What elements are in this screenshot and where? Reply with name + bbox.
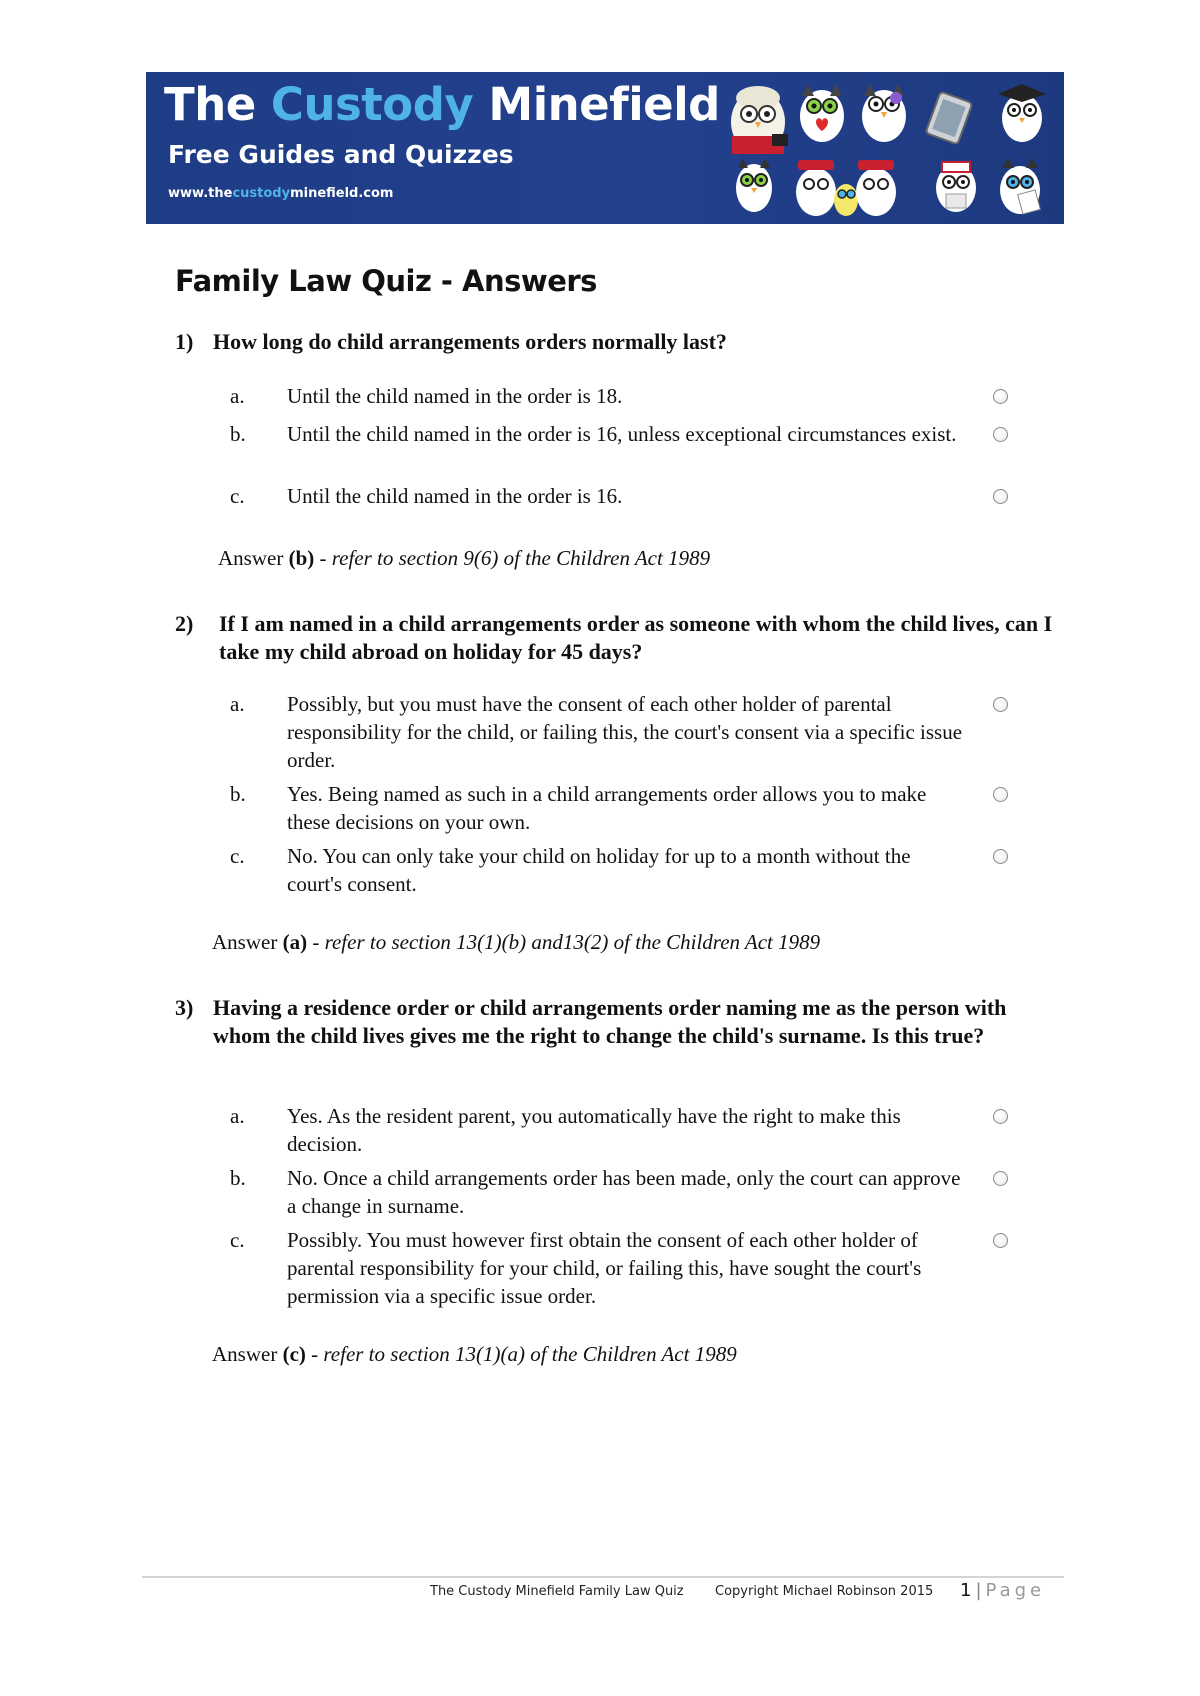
page-label: Page <box>985 1580 1046 1601</box>
footer-copyright: Copyright Michael Robinson 2015 <box>715 1584 934 1599</box>
answer-letter: (c) <box>282 1342 306 1366</box>
answer-label: Answer <box>212 1342 283 1366</box>
option-letter: b. <box>230 1166 246 1190</box>
option-text: No. You can only take your child on holiday for up to a month without the court's consent. <box>287 844 911 896</box>
owl-glasses-icon <box>862 84 906 142</box>
answer-label: Answer <box>218 546 289 570</box>
q1-option-b-radio[interactable] <box>993 427 1008 442</box>
option-text: Until the child named in the order is 16. <box>287 484 623 508</box>
option-text: No. Once a child arrangements order has been made, only the court can approve a change in surname. <box>287 1166 961 1218</box>
owl-note-icon <box>1000 158 1040 214</box>
owl-graduate-icon <box>998 84 1046 142</box>
footer-page-number <box>960 1580 1045 1601</box>
answer-label: Answer <box>212 930 283 954</box>
q2-option-a-radio[interactable] <box>993 697 1008 712</box>
banner-title <box>164 78 720 131</box>
question-number: 1) <box>175 329 194 354</box>
banner-title-part1: The <box>164 78 271 131</box>
q2-option-b-radio[interactable] <box>993 787 1008 802</box>
answer-reference: refer to section 13(1)(b) and13(2) of the Children Act 1989 <box>324 930 821 954</box>
option-letter: a. <box>230 1104 245 1128</box>
option-text: Until the child named in the order is 16, unless exceptional circumstances exist. <box>287 422 957 446</box>
question-text: How long do child arrangements orders normally last? <box>213 329 727 354</box>
q3-option-b-radio[interactable] <box>993 1171 1008 1186</box>
banner-url <box>168 186 393 201</box>
question-3-answer <box>212 1340 737 1368</box>
answer-letter: (b) <box>288 546 315 570</box>
answer-dash: - <box>307 930 325 954</box>
footer-divider <box>142 1576 1064 1578</box>
answer-dash: - <box>314 546 332 570</box>
question-text: Having a residence order or child arrangements order naming me as the person with whom the child lives gives me the right to change the child's surname. Is this true? <box>213 995 1007 1048</box>
option-text: Possibly, but you must have the consent of each other holder of parental responsibility for the child, or failing this, the court's consent via a specific issue order. <box>287 692 963 772</box>
tablet-icon <box>926 92 973 145</box>
answer-dash: - <box>305 1342 324 1366</box>
option-text: Yes. As the resident parent, you automatically have the right to make this decision. <box>287 1104 901 1156</box>
option-letter: b. <box>230 782 246 806</box>
question-1-answer <box>218 544 710 572</box>
q2-option-c-radio[interactable] <box>993 849 1008 864</box>
banner-title-accent: Custody <box>270 78 474 131</box>
owl-illustrations <box>724 76 1064 220</box>
option-text: Possibly. You must however first obtain the consent of each other holder of parental responsibility for your child, or failing this, have sought the court's permission via a specific issue order. <box>287 1228 922 1308</box>
owl-judge-icon <box>731 86 788 154</box>
question-2-answer <box>212 928 820 956</box>
page-number: 1 <box>960 1580 972 1601</box>
question-text: If I am named in a child arrangements order as someone with whom the child lives, can I take my child abroad on holiday for 45 days? <box>219 611 1053 664</box>
answer-letter: (a) <box>282 930 308 954</box>
footer-document-name: The Custody Minefield Family Law Quiz <box>430 1584 684 1599</box>
option-letter: a. <box>230 692 245 716</box>
q3-option-c-radio[interactable] <box>993 1233 1008 1248</box>
answer-reference: refer to section 13(1)(a) of the Children Act 1989 <box>323 1342 737 1366</box>
option-letter: a. <box>230 384 245 408</box>
page-separator: | <box>975 1580 982 1601</box>
option-text: Yes. Being named as such in a child arrangements order allows you to make these decisions on your own. <box>287 782 927 834</box>
option-letter: c. <box>230 844 245 868</box>
owl-family-icon <box>796 160 896 216</box>
question-number: 3) <box>175 995 194 1020</box>
option-letter: b. <box>230 422 246 446</box>
banner-url-accent: custody <box>232 186 291 201</box>
question-number: 2) <box>175 611 194 636</box>
option-letter: c. <box>230 484 245 508</box>
q1-option-a-radio[interactable] <box>993 389 1008 404</box>
q3-option-a-radio[interactable] <box>993 1109 1008 1124</box>
answer-reference: refer to section 9(6) of the Children Act 1989 <box>331 546 711 570</box>
header-banner <box>146 72 1064 224</box>
banner-url-prefix: www.the <box>168 186 233 201</box>
option-letter: c. <box>230 1228 245 1252</box>
option-text: Until the child named in the order is 18. <box>287 384 623 408</box>
banner-title-part2: Minefield <box>473 78 720 131</box>
banner-url-suffix: minefield.com <box>290 186 394 201</box>
banner-subtitle: Free Guides and Quizzes <box>168 140 514 169</box>
q1-option-c-radio[interactable] <box>993 489 1008 504</box>
owl-nurse-icon <box>936 162 976 212</box>
owl-heart-icon <box>800 84 844 142</box>
owl-small-icon <box>736 158 772 212</box>
page-title: Family Law Quiz - Answers <box>175 264 597 298</box>
